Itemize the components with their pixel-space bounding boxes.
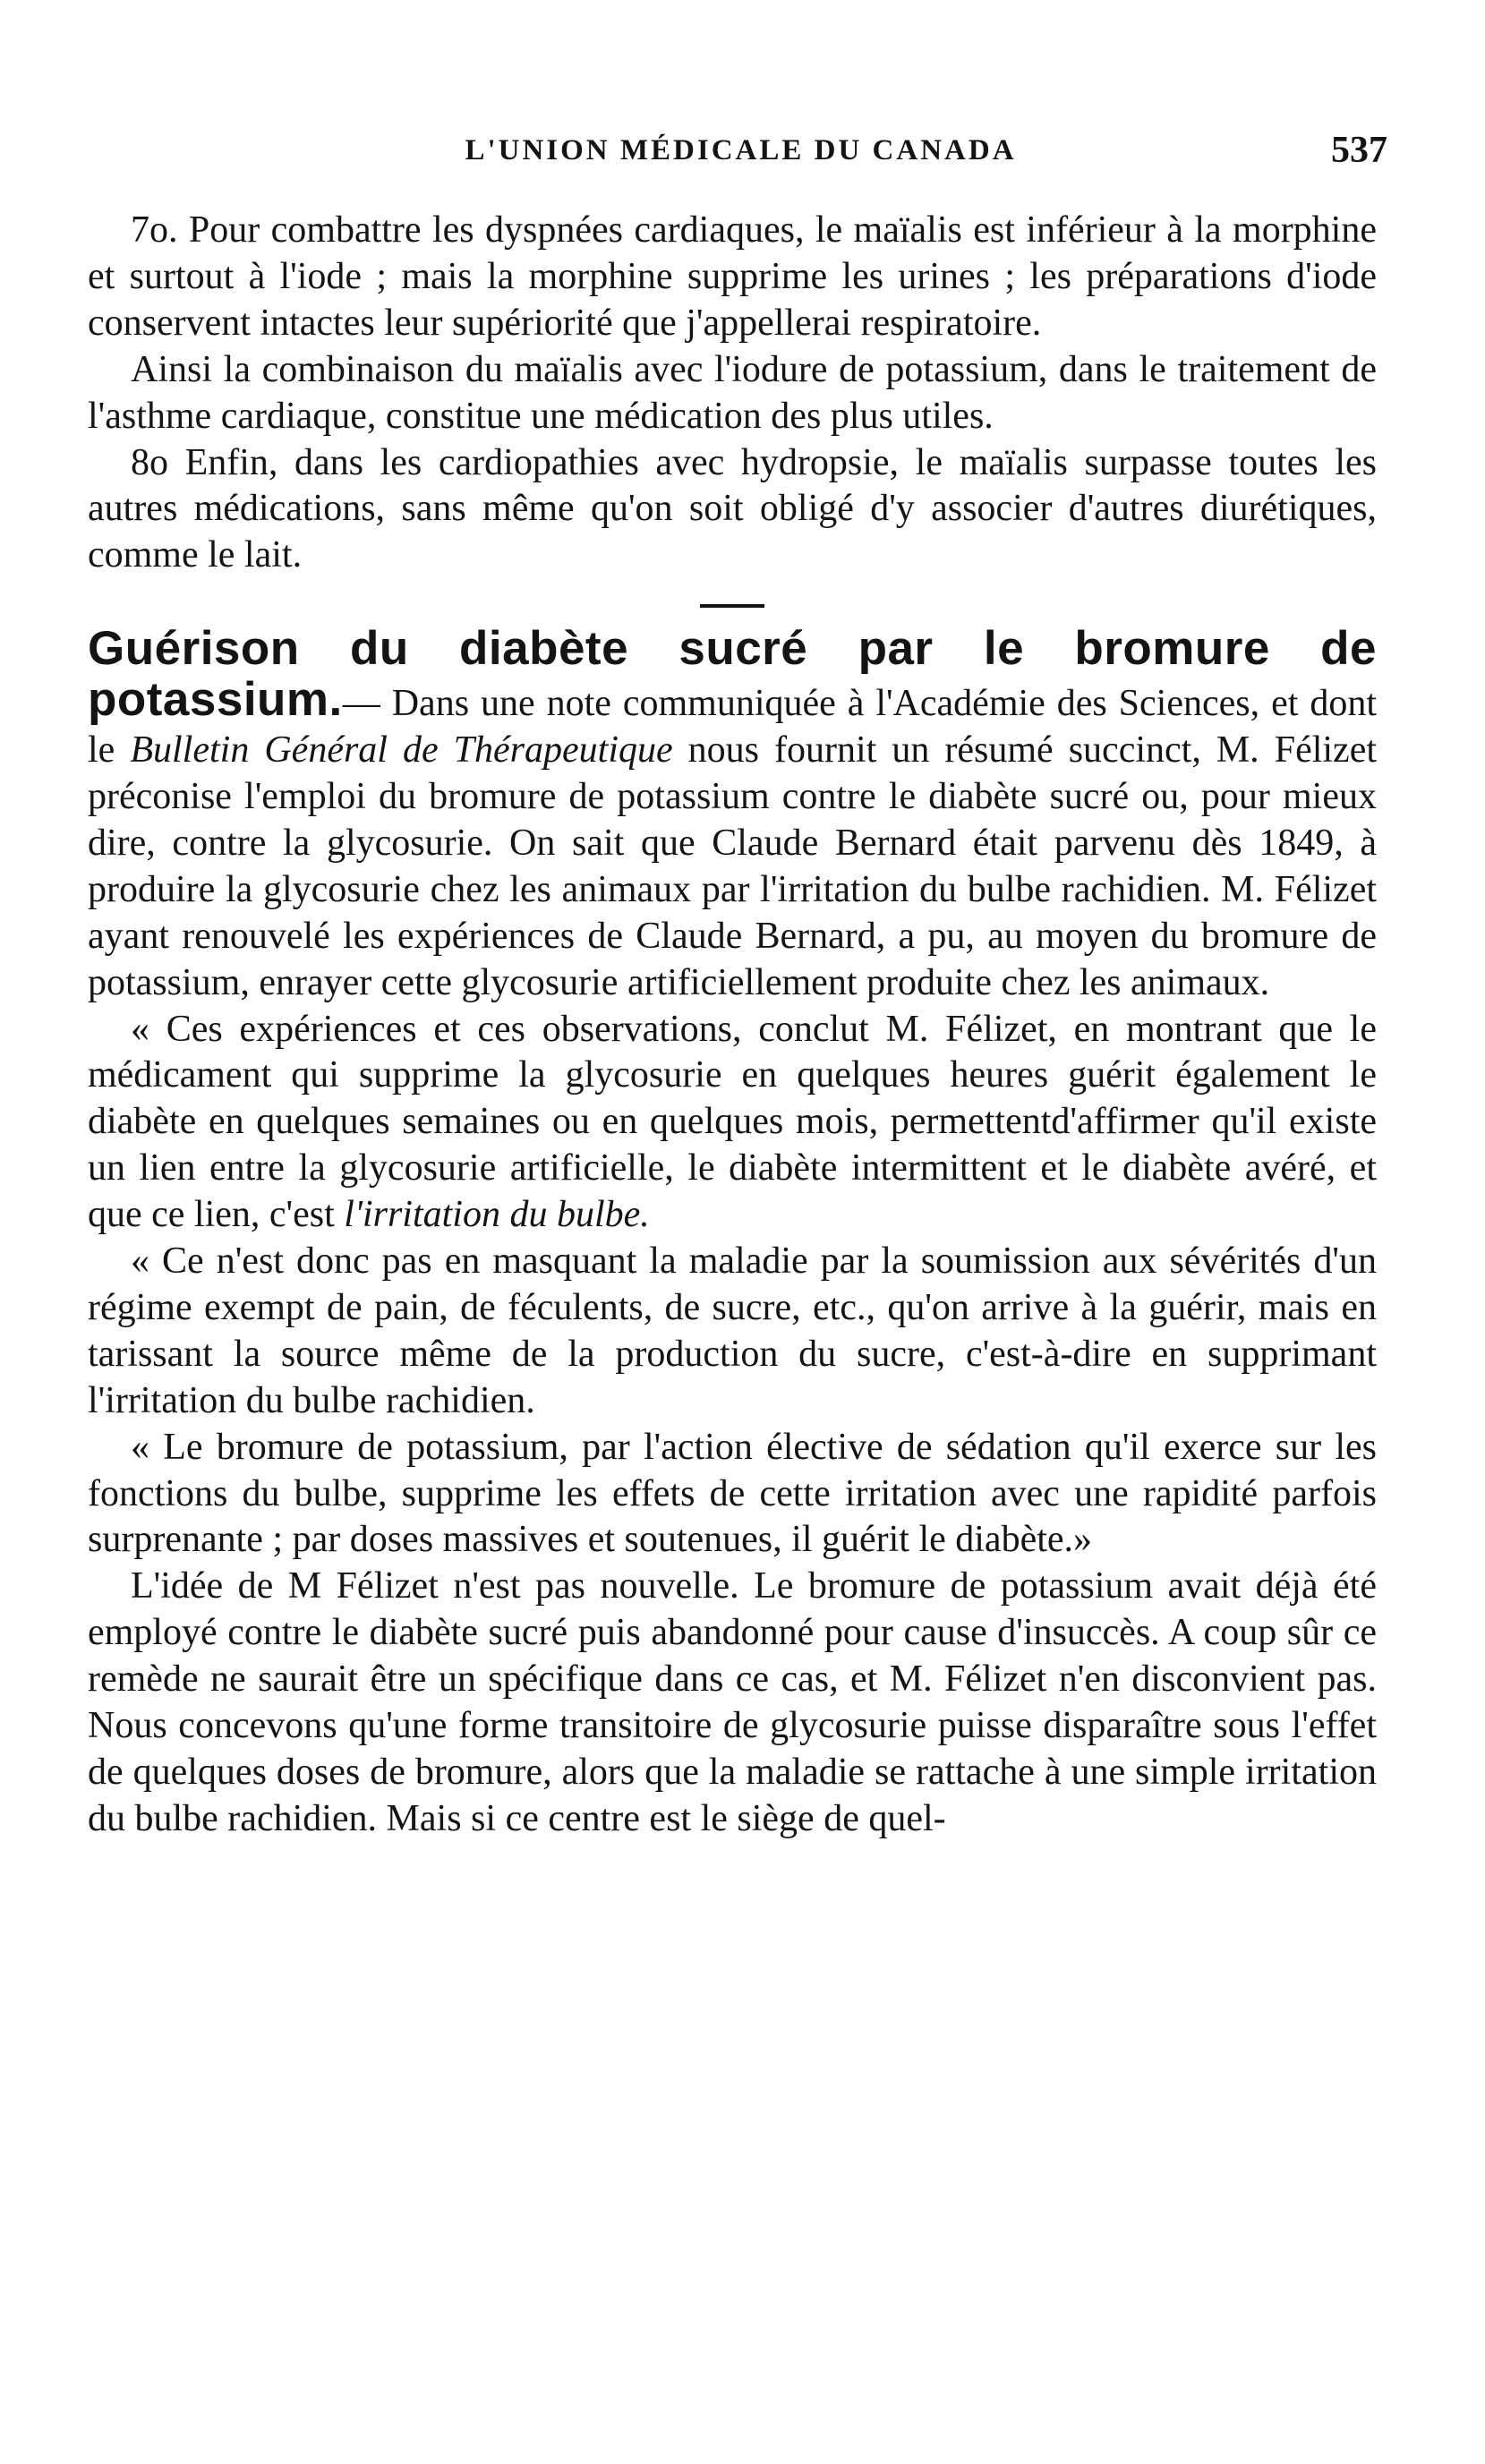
paragraph-combination: Ainsi la combinaison du maïalis avec l'iodure de potassium, dans le traitement de l'asthme cardiaque, constitue une médication des plus utiles. xyxy=(88,348,1377,437)
section-intro xyxy=(88,622,1378,1006)
paragraph-7: 7o. Pour combattre les dyspnées cardiaques, le maïalis est inférieur à la morphine et surtout à l'iode ; mais la morphine supprime les urines ; les préparations d'iode conservent intactes leur supériorité que j'appellerai respiratoire. xyxy=(88,209,1377,344)
journal-title: Bulletin Général de Thérapeutique xyxy=(130,729,673,772)
paragraph-8: 8o Enfin, dans les cardiopathies avec hydropsie, le maïalis surpasse toutes les autres médications, sans même qu'on soit obligé d'y associer d'autres diurétiques, comme le lait. xyxy=(88,441,1377,576)
section-title: Guérison du diabète sucré par le bromure de potassium. xyxy=(88,622,1377,727)
quote-1-emphasis: l'irritation du bulbe. xyxy=(344,1194,650,1236)
quote-paragraph-3: « Le bromure de potassium, par l'action élective de sédation qu'il exerce sur les fonctions du bulbe, supprime les effets de cette irritation avec une rapidité parfois surprenante ; par doses massives et soutenues, il guérit le diabète.» xyxy=(88,1426,1377,1561)
section-intro-b: nous fournit un résumé succinct, M. Félizet préconise l'emploi du bromure de potassium contre le diabète sucré ou, pour mieux dire, contre la glycosurie. On sait que Claude Bernard était parvenu dès 1849, à produire la glycosurie chez les animaux par l'irritation du bulbe rachidien. M. Félizet ayant renouvelé les expériences de Claude Bernard, a pu, au moyen du bromure de potassium, enrayer cette glycosurie artificiellement produite chez les animaux. xyxy=(88,729,1378,1003)
section-intro-a: — Dans une note communiquée à l'Académie des Sciences, et dont le xyxy=(88,683,1377,772)
body-text xyxy=(88,208,1377,1843)
section-divider xyxy=(700,604,764,608)
quote-paragraph-2: « Ce n'est donc pas en masquant la maladie par la soumission aux sévérités d'un régime exempt de pain, de féculents, de sucre, etc., qu'on arrive à la guérir, mais en tarissant la source même de la production du sucre, c'est-à-dire en supprimant l'irritation du bulbe rachidien. xyxy=(88,1241,1377,1421)
running-title: L'UNION MÉDICALE DU CANADA xyxy=(465,134,1017,166)
page-header xyxy=(94,130,1387,188)
quote-paragraph-1 xyxy=(88,1007,1377,1240)
page-number: 537 xyxy=(1331,130,1387,171)
quote-1-text: « Ces expériences et ces observations, conclut M. Félizet, en montrant que le médicament qui supprime la glycosurie en quelques heures guérit également le diabète en quelques semaines ou en quelques mois, permettentd'affirmer qu'il existe un lien entre la glycosurie artificielle, le diabète intermittent et le diabète avéré, et que ce lien, c'est xyxy=(88,1008,1377,1236)
closing-paragraph: L'idée de M Félizet n'est pas nouvelle. Le bromure de potassium avait déjà été employé contre le diabète sucré puis abandonné pour cause d'insuccès. A coup sûr ce remède ne saurait être un spécifique dans ce cas, et M. Félizet n'en disconvient pas. Nous concevons qu'une forme transitoire de glycosurie puisse disparaître sous l'effet de quelques doses de bromure, alors que la maladie se rattache à une simple irritation du bulbe rachidien. Mais si ce centre est le siège de quel- xyxy=(88,1565,1377,1839)
